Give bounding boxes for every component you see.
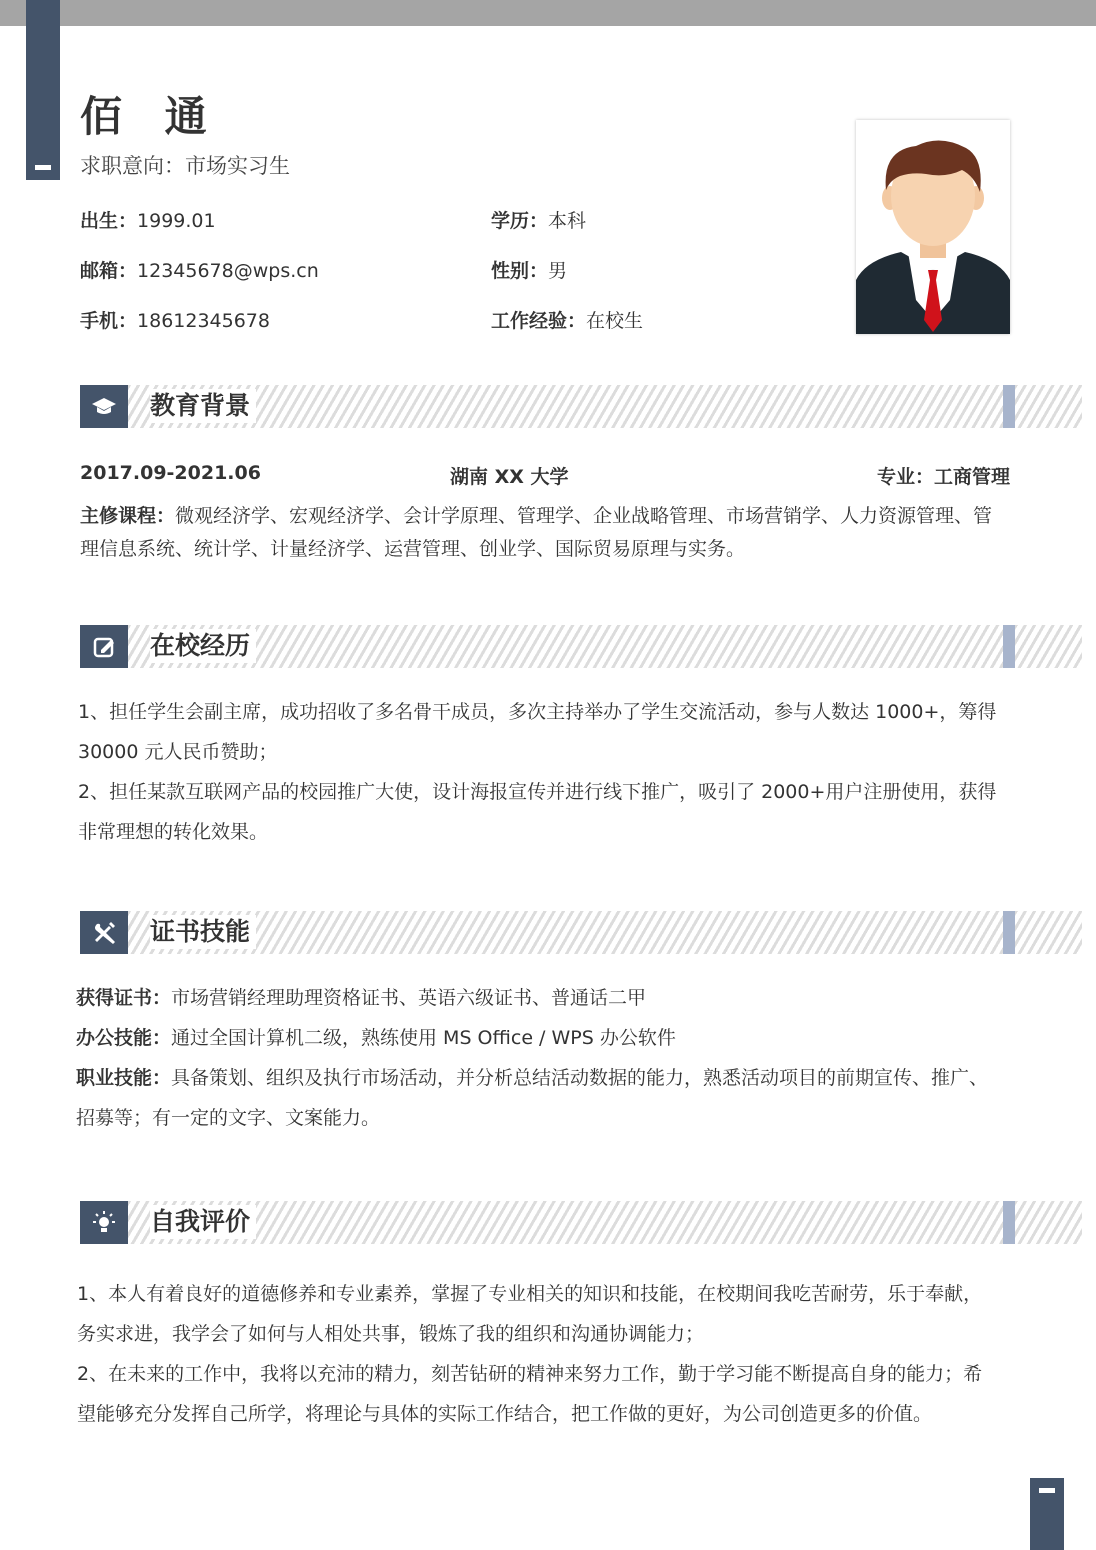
job-line2: 招募等；有一定的文字、文案能力。: [76, 1107, 381, 1129]
phone-label: 手机：: [80, 310, 138, 332]
tab-mark: [1039, 1488, 1055, 1493]
right-decor-tab: [1030, 1478, 1064, 1550]
intent-label: 求职意向：: [80, 154, 185, 178]
section-stripes: [128, 625, 1082, 668]
edu-major: 专业：工商管理: [876, 466, 1010, 488]
eval-item1-line1: 1、本人有着良好的道德修养和专业素养，掌握了专业相关的知识和技能，在校期间我吃苦耐劳，乐于奉献，: [77, 1283, 983, 1305]
section-end-bar: [1003, 911, 1015, 954]
section-stripes: [128, 385, 1082, 428]
edu-label: 学历：: [491, 210, 549, 232]
section-title: 在校经历: [150, 629, 256, 663]
info-gender: [491, 256, 567, 283]
edu-value: 本科: [548, 210, 587, 232]
edu-period: 2017.09-2021.06: [80, 462, 261, 484]
courses-line2: 理信息系统、统计学、计量经济学、运营管理、创业学、国际贸易原理与实务。: [80, 538, 746, 560]
section-end-bar: [1003, 385, 1015, 428]
birth-value: 1999.01: [137, 210, 216, 232]
gender-label: 性别：: [491, 260, 549, 282]
job-line1: 具备策划、组织及执行市场活动，并分析总结活动数据的能力，熟悉活动项目的前期宣传、推广、: [171, 1067, 989, 1089]
email-value: 12345678@wps.cn: [137, 260, 319, 282]
gender-value: 男: [548, 260, 568, 282]
tab-mark: [35, 165, 51, 170]
phone-value: 18612345678: [137, 310, 270, 332]
section-campus-header: [80, 625, 1015, 668]
campus-items: [78, 692, 1018, 852]
info-phone: [80, 306, 270, 333]
cert-value: 市场营销经理助理资格证书、英语六级证书、普通话二甲: [171, 987, 647, 1009]
edu-school: 湖南 XX 大学: [450, 466, 569, 488]
courses-line1: 微观经济学、宏观经济学、会计学原理、管理学、企业战略管理、市场营销学、人力资源管理、管: [175, 505, 993, 527]
section-end-bar: [1003, 625, 1015, 668]
eval-item2-line2: 望能够充分发挥自己所学，将理论与具体的实际工作结合，把工作做的更好，为公司创造更多的价值。: [77, 1403, 933, 1425]
info-experience: [491, 306, 643, 333]
tools-icon: [80, 911, 128, 954]
section-self-eval-header: [80, 1201, 1015, 1244]
info-email: [80, 256, 319, 283]
edit-icon: [80, 625, 128, 668]
education-row: [80, 462, 1010, 490]
skills-items: [76, 978, 1021, 1138]
section-title: 证书技能: [150, 915, 256, 949]
courses-label: 主修课程：: [80, 505, 176, 527]
section-stripes: [128, 911, 1082, 954]
section-skills-header: [80, 911, 1015, 954]
info-birth: [80, 206, 216, 233]
avatar-illustration: [856, 120, 1010, 334]
intent-value: 市场实习生: [185, 154, 290, 178]
avatar-photo: [856, 120, 1010, 334]
graduation-cap-icon: [80, 385, 128, 428]
section-title: 自我评价: [150, 1205, 256, 1239]
left-decor-tab: [26, 0, 60, 180]
edu-courses: [80, 500, 1015, 566]
exp-value: 在校生: [586, 310, 644, 332]
job-intent: [80, 150, 290, 180]
cert-label: 获得证书：: [76, 987, 172, 1009]
lightbulb-icon: [80, 1201, 128, 1244]
section-end-bar: [1003, 1201, 1015, 1244]
self-eval-items: [77, 1274, 1017, 1434]
campus-item1-line1: 1、担任学生会副主席，成功招收了多名骨干成员，多次主持举办了学生交流活动，参与人数达 1000+，筹得: [78, 701, 997, 723]
eval-item2-line1: 2、在未来的工作中，我将以充沛的精力，刻苦钻研的精神来努力工作，勤于学习能不断提高自身的能力；希: [77, 1363, 983, 1385]
job-label: 职业技能：: [76, 1067, 172, 1089]
email-label: 邮箱：: [80, 260, 138, 282]
info-education: [491, 206, 586, 233]
section-education-header: [80, 385, 1015, 428]
exp-label: 工作经验：: [491, 310, 587, 332]
top-bar: [0, 0, 1096, 26]
office-value: 通过全国计算机二级，熟练使用 MS Office / WPS 办公软件: [171, 1027, 676, 1049]
section-stripes: [128, 1201, 1082, 1244]
campus-item2-line2: 非常理想的转化效果。: [78, 821, 269, 843]
section-title: 教育背景: [150, 389, 256, 423]
birth-label: 出生：: [80, 210, 138, 232]
office-label: 办公技能：: [76, 1027, 172, 1049]
campus-item2-line1: 2、担任某款互联网产品的校园推广大使，设计海报宣传并进行线下推广，吸引了 2000+用户注册使用，获得: [78, 781, 997, 803]
candidate-name: 佰 通: [80, 92, 221, 141]
eval-item1-line2: 务实求进，我学会了如何与人相处共事，锻炼了我的组织和沟通协调能力；: [77, 1323, 705, 1345]
campus-item1-line2: 30000 元人民币赞助；: [78, 741, 278, 763]
